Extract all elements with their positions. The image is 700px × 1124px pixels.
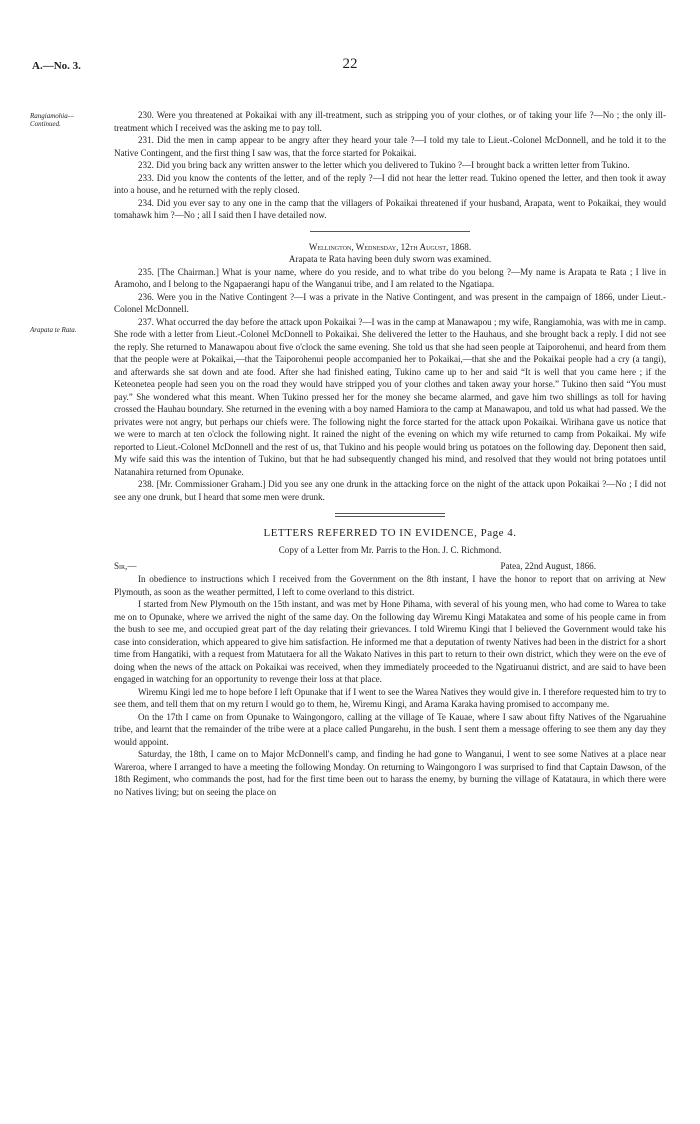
margin-note-arapata: Arapata te Rata. <box>30 326 77 334</box>
question-231: 231. Did the men in camp appear to be angry after they heard your tale ?—I told my tale to Lieut.-Colonel McDonnell, and he told it to the Native Contingent, and the first thing I saw was, that the force started for Pokaikai. <box>114 135 666 158</box>
question-236: 236. Were you in the Native Contingent ?—I was a private in the Native Contingent, and was present in the campaign of 1866, under Lieut.-Colonel McDonnell. <box>114 291 666 314</box>
letter-paragraph-4: On the 17th I came on from Opunake to Waingongoro, calling at the village of Te Kauae, where I saw about fifty Natives of the Ngaruahine tribe, and learnt that the remainder of the tribe were at a place called Pungarehu, in the bush. I sent them a message offering to see them any day they would appoint. <box>114 711 666 747</box>
double-divider <box>335 513 445 517</box>
letter-paragraph-3: Wiremu Kingi led me to hope before I left Opunake that if I went to see the Warea Natives they would give in. I therefore requested him to try to see them, and tell them that on my return I would go to them, he, Wiremu Kingi, and Arama Karaka having promised to accompany me. <box>114 686 666 709</box>
page-number: 22 <box>342 56 358 72</box>
question-238: 238. [Mr. Commissioner Graham.] Did you see any one drunk in the attacking force on the night of the attack upon Pokaikai ?—No ; I did not see any one drunk, but I heard that some men were drunk. <box>114 479 666 502</box>
dateline: Wellington, Wednesday, 12th August, 1868. <box>308 241 472 252</box>
letters-heading: LETTERS REFERRED TO IN EVIDENCE, Page 4. <box>263 527 517 539</box>
sworn-statement: Arapata te Rata having been duly sworn was examined. <box>288 254 492 264</box>
letter-paragraph-5: Saturday, the 18th, I came on to Major McDonnell's camp, and finding he had gone to Wanganui, I went to see some Natives at a place near Wareroa, where I arranged to have a meeting the following Monday. On returning to Waingongoro I was surprised to find that Captain Dawson, of the 18th Regiment, who commands the post, had for the first time been out to harass the enemy, by burning the village of Katataura, in which there were no Natives living; but on seeing the place on <box>114 749 666 797</box>
question-232: 232. Did you bring back any written answer to the letter which you delivered to Tukino ?—I brought back a written letter from Tukino. <box>138 160 630 170</box>
question-234: 234. Did you ever say to any one in the camp that the villagers of Pokaikai threatened if your husband, Arapata, went to Pokaikai, they would tomahawk him ?—No ; all I said then I have detailed now. <box>114 197 666 220</box>
letter-place-date: Patea, 22nd August, 1866. <box>500 561 596 571</box>
document-reference: A.—No. 3. <box>32 60 81 72</box>
letter-copy-heading: Copy of a Letter from Mr. Parris to the Hon. J. C. Richmond. <box>278 544 502 555</box>
section-divider <box>310 231 470 232</box>
question-230: 230. Were you threatened at Pokaikai with any ill-treatment, such as stripping you of your clothes, or of taking your life ?—No ; the only ill-treatment which I received was the asking me to pay toll. <box>114 110 666 133</box>
question-237: 237. What occurred the day before the attack upon Pokaikai ?—I was in the camp at Manawapou ; my wife, Rangiamohia, was with me in camp. She rode with a letter from Lieut.-Colonel McDonnell to Pokaikai. She delivered the letter to the Hauhaus, and she brought back a reply. I did not see the reply. She returned to Manawapou about five o'clock the same evening. She told us that she had seen people at Taiporohenui, and heard from them that the people were at Pokaikai,—that the Taiporohenui people accompanied her to Pokaikai,—that she and the Pokaikai people had a cry (a tangi), and afterwards she sat down and ate food. After she had finished eating, Tukino came up to her and said “It is well that you came here ; if the Keteonetea people had seen you on the road they would have stripped you of your clothes and taken away your horse.” Tukino then said “You must pay.” She wondered what this meant. When Tukino pressed her for the money she became alarmed, and gave him two shillings as toll for having crossed the Hauhau boundary. She returned in the evening with a boy named Hamiora to the camp at Manawapou, and told us what had passed. We the privates were not angry, but perhaps our chiefs were. The following night the force started for the attack upon Pokaikai. Wirihana gave us notice that we were to march at ten o'clock the following night. It rained the night of the evening on which my wife returned to camp from Pokaikai. My wife reported to Lieut.-Colonel McDonnell and the rest of us, that Tukino and his people would bring us potatoes on the following day. Deponent then said, My wife said this was the intention of Tukino, but that he had subsequently changed his mind, and resolved that they would not bring potatoes until Natanahira returned from Opunake. <box>114 316 666 477</box>
document-body <box>114 109 666 798</box>
letter-paragraph-1: In obedience to instructions which I received from the Government on the 8th instant, I have the honor to report that on arriving at New Plymouth, as soon as the weather permitted, I left to come overland to this district. <box>114 574 666 597</box>
question-233: 233. Did you know the contents of the letter, and of the reply ?—I did not hear the letter read. Tukino opened the letter, and then took it away into a house, and he returned with the reply closed. <box>114 172 666 195</box>
letter-paragraph-2: I started from New Plymouth on the 15th instant, and was met by Hone Pihama, with several of his young men, who had come to Warea to take me on to Opunake, where we arrived the night of the same day. On the following day Wiremu Kingi Matakatea and some of his people came in from the bush to see me, and occupied great part of the day relating their grievances. I told Wiremu Kingi that I believed the Government would take his case into consideration, which appeared to give him satisfaction. He informed me that a deputation of twenty Natives had been in the district for a short time from Hangatiki, with a request from Matutaera for all the Wakato Natives in this part to return to their own district, which they were on the eve of doing when the news of the attack on Pokaikai was received, when they immediately proceeded to the Ngatiruanui district, and are said to have been engaged in watching for an opportunity to revenge their loss at that place. <box>114 599 666 684</box>
margin-note-rangiamohia: Rangiamohia— Continued. <box>30 112 74 128</box>
question-235: 235. [The Chairman.] What is your name, where do you reside, and to what tribe do you belong ?—My name is Arapata te Rata ; I live in Aramoho, and I belong to the Ngapaerangi hapu of the Wanganui tribe, and I am related to the Ngatiapa. <box>114 266 666 289</box>
letter-header-row <box>114 560 666 573</box>
salutation: Sir,— <box>114 561 137 571</box>
